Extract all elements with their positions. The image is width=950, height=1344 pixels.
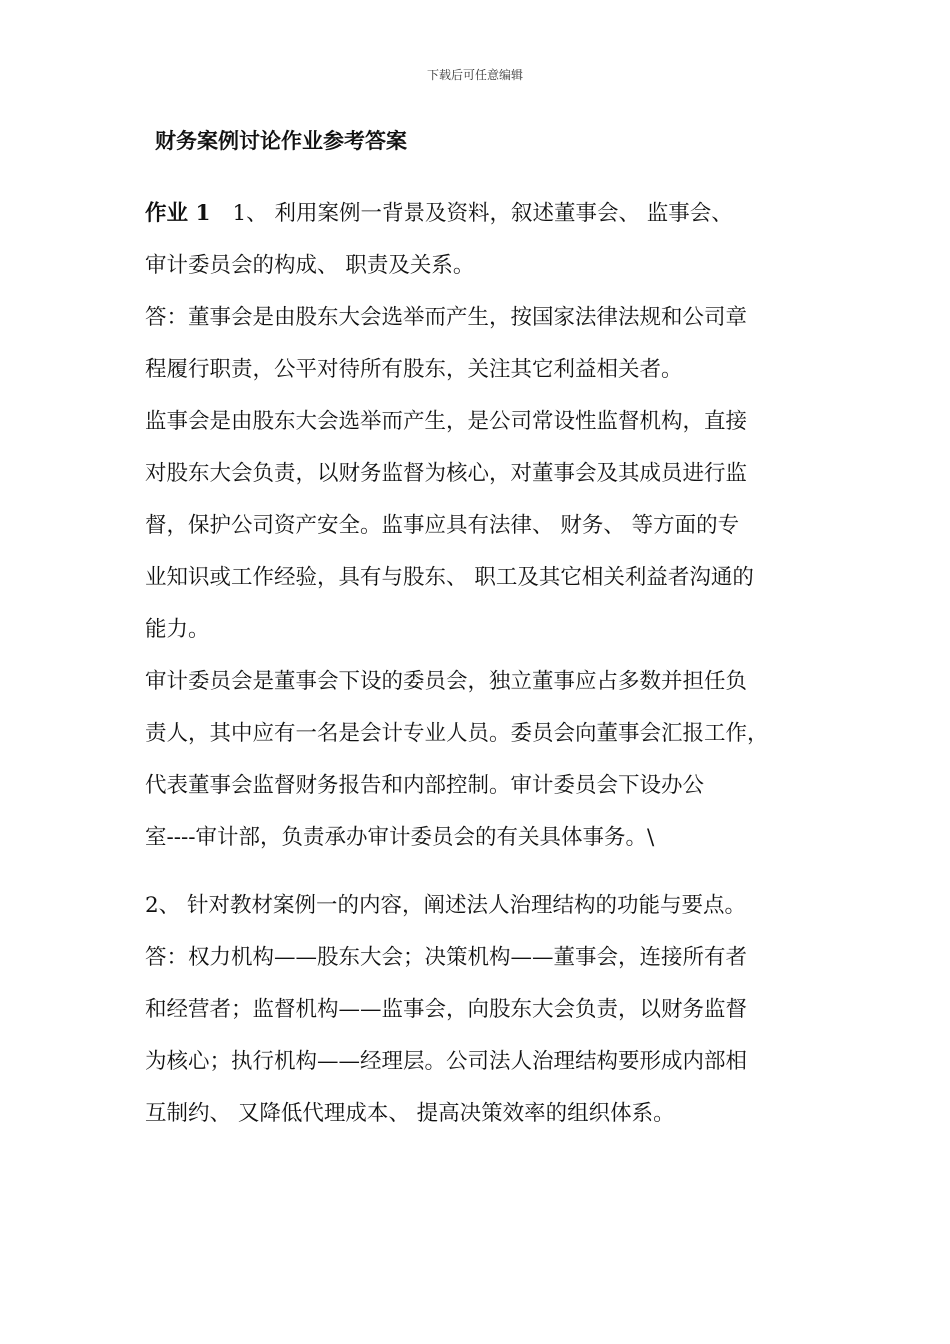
text-line: 室----审计部，负责承办审计委员会的有关具体事务。\ [145,825,655,850]
text-line: 责人，其中应有一名是会计专业人员。委员会向董事会汇报工作， [145,721,769,746]
text-line: 互制约、 又降低代理成本、 提高决策效率的组织体系。 [145,1101,675,1126]
text-line: 对股东大会负责，以财务监督为核心，对董事会及其成员进行监 [145,461,748,486]
text-line: 审计委员会是董事会下设的委员会，独立董事应占多数并担任负 [145,669,748,694]
text-line: 答：董事会是由股东大会选举而产生，按国家法律法规和公司章 [145,305,748,330]
text-line: 代表董事会监督财务报告和内部控制。审计委员会下设办公 [145,773,705,798]
text-line: 答：权力机构——股东大会；决策机构——董事会，连接所有者 [145,945,748,970]
question-1-line [145,196,733,227]
text-line: 能力。 [145,617,210,642]
text-line: 和经营者；监督机构——监事会，向股东大会负责，以财务监督 [145,997,748,1022]
text-line: 督，保护公司资产安全。监事应具有法律、 财务、 等方面的专 [145,513,740,538]
text-line: 业知识或工作经验，具有与股东、 职工及其它相关利益者沟通的 [145,565,754,590]
text-line: 审计委员会的构成、 职责及关系。 [145,253,475,278]
text-line: 2、 针对教材案例一的内容，阐述法人治理结构的功能与要点。 [145,893,747,918]
document-title: 财务案例讨论作业参考答案 [155,128,407,153]
text-line: 程履行职责，公平对待所有股东，关注其它利益相关者。 [145,357,683,382]
text-line: 1、 利用案例一背景及资料，叙述董事会、 监事会、 [232,201,733,226]
page-header: 下载后可任意编辑 [426,68,523,82]
text-line: 监事会是由股东大会选举而产生，是公司常设性监督机构，直接 [145,409,748,434]
text-line: 为核心；执行机构——经理层。公司法人治理结构要形成内部相 [145,1049,748,1074]
assignment-label: 作业 1 [145,201,211,226]
